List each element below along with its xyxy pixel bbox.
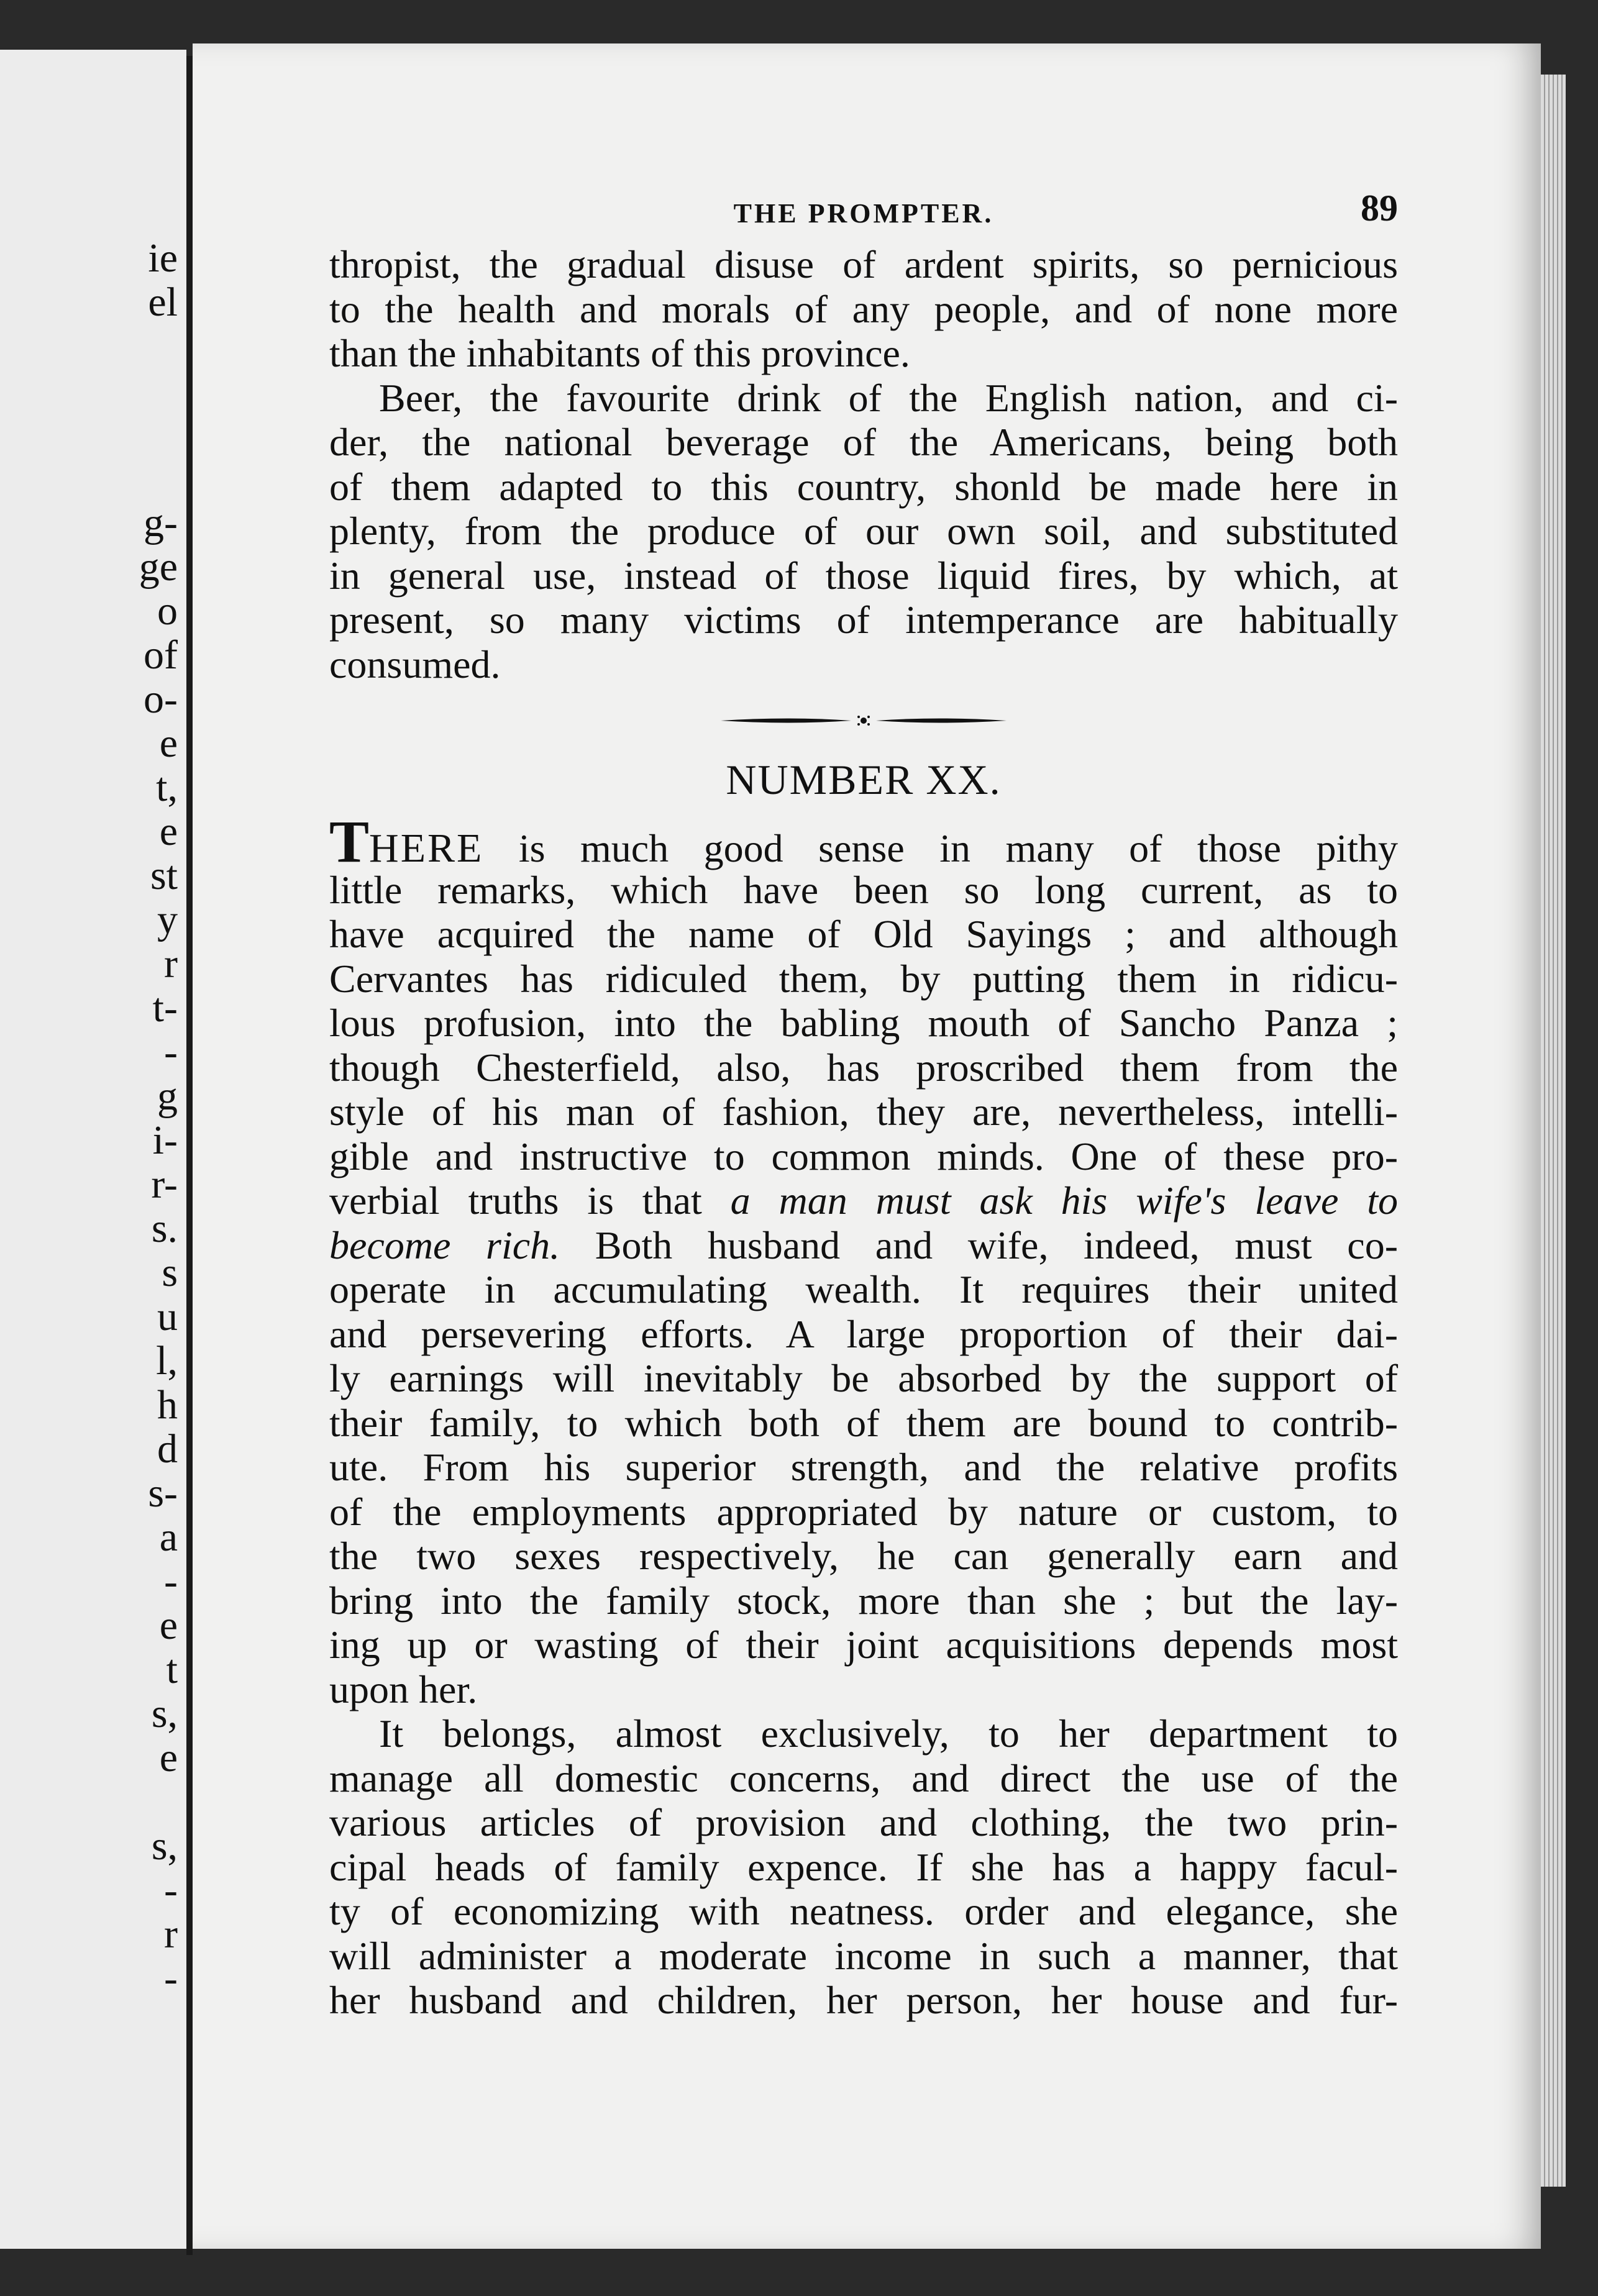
left-page-fragment: e	[159, 809, 178, 854]
left-page-fragment: -	[164, 1029, 178, 1075]
left-page-fragment: r	[164, 1911, 178, 1957]
left-page-strip	[0, 50, 186, 2249]
text-line: style of his man of fashion, they are, nevertheless, intelli-	[329, 1090, 1398, 1134]
first-line-rest: is much good sense in many of those pithy	[518, 826, 1399, 870]
left-page-fragment	[128, 457, 178, 501]
left-page-fragment: u	[157, 1294, 178, 1339]
text-line: ly earnings will inevitably be absorbed by the support of	[329, 1356, 1398, 1400]
left-page-fragment: -	[164, 1956, 178, 2001]
left-page-fragment: el	[148, 280, 178, 325]
paragraph-3	[329, 808, 1399, 1711]
left-page-fragment: ge	[139, 544, 178, 590]
left-page-fragment: e	[159, 721, 178, 766]
text-line: their family, to which both of them are bound to contrib-	[329, 1400, 1398, 1445]
text-line: upon her.	[329, 1667, 478, 1711]
left-page-fragment: d	[157, 1426, 178, 1472]
left-page-fragment: r-	[151, 1162, 178, 1207]
text-line: ing up or wasting of their joint acquisitions depends most	[329, 1623, 1398, 1667]
text-line: consumed.	[329, 642, 501, 686]
left-page-fragment: g	[157, 1073, 178, 1119]
section-title: NUMBER XX.	[726, 756, 1002, 803]
paragraph-3-first-line	[329, 808, 1399, 875]
left-page-fragment	[128, 412, 178, 457]
text-line: manage all domestic concerns, and direct the use of the	[329, 1756, 1398, 1800]
paragraph-1	[329, 242, 1398, 376]
text-line: the two sexes respectively, he can generally earn and	[329, 1534, 1398, 1578]
text-line: her husband and children, her person, her house and fur-	[329, 1978, 1398, 2022]
text-line: Cervantes has ridiculed them, by putting them in ridicu-	[329, 956, 1398, 1001]
left-page-fragment: s.	[151, 1206, 178, 1251]
text-line: It belongs, almost exclusively, to her department to	[379, 1711, 1398, 1756]
text-line: thropist, the gradual disuse of ardent spirits, so pernicious	[329, 242, 1398, 286]
text-line: have acquired the name of Old Sayings ; and although	[329, 912, 1398, 956]
italic-proverb-part-1: a man must ask his wife's leave to	[730, 1178, 1399, 1223]
left-page-fragment: h	[157, 1382, 178, 1428]
text-line: will administer a moderate income in such a manner, that	[329, 1933, 1398, 1978]
text-line: ute. From his superior strength, and the relative profits	[329, 1445, 1398, 1489]
left-page-fragment: s,	[151, 1823, 178, 1869]
text-line: though Chesterfield, also, has proscribed them from the	[329, 1045, 1398, 1090]
left-page-fragment: e	[159, 1603, 178, 1648]
page-number: 89	[1361, 188, 1398, 229]
first-word-rest: HERE	[369, 826, 484, 871]
left-page-fragment: of	[144, 632, 178, 678]
section-ornament	[329, 693, 1398, 749]
text-line: plenty, from the produce of our own soil, and substituted	[329, 509, 1398, 553]
gutter-line	[186, 56, 193, 2255]
page-edge	[1541, 75, 1566, 2187]
drop-cap: T	[329, 808, 370, 875]
left-page-fragment: s,	[151, 1691, 178, 1736]
left-page-fragment: t	[166, 1647, 178, 1692]
italic-proverb-part-2: become rich.	[329, 1223, 560, 1267]
paragraph-4	[329, 1711, 1398, 2023]
text-line: to the health and morals of any people, and of none more	[329, 286, 1398, 331]
text-line: in general use, instead of those liquid fires, by which, at	[329, 553, 1398, 598]
italic-line-2	[329, 1223, 1398, 1268]
text-line: bring into the family stock, more than she ; but the lay-	[329, 1578, 1398, 1623]
left-page-fragment: t,	[156, 765, 178, 810]
text-line: than the inhabitants of this province.	[329, 331, 910, 375]
text-line: cipal heads of family expence. If she has a happy facul-	[329, 1844, 1398, 1889]
after-italic: Both husband and wife, indeed, must co-	[595, 1223, 1399, 1267]
left-page-fragment: a	[159, 1515, 178, 1560]
text-line: present, so many victims of intemperance are habitually	[329, 598, 1398, 642]
left-page-fragment: s	[162, 1250, 178, 1295]
text-line: of the employments appropriated by nature or custom, to	[329, 1489, 1398, 1534]
text-line: Beer, the favourite drink of the English nation, and ci-	[379, 375, 1398, 420]
text-line: of them adapted to this country, shonld be made here in	[329, 464, 1398, 509]
left-page-fragment: g-	[144, 500, 178, 545]
left-page-fragment: i-	[152, 1118, 178, 1163]
left-page-fragment: l,	[156, 1338, 178, 1383]
left-page-fragment	[128, 1780, 178, 1824]
text-line: various articles of provision and clothing, the two prin-	[329, 1800, 1398, 1844]
page-header	[329, 186, 1398, 242]
running-head: THE PROMPTER.	[733, 198, 994, 229]
left-page-fragment: o-	[144, 676, 178, 722]
text-line: and persevering efforts. A large proportion of their dai-	[329, 1311, 1398, 1356]
paragraph-2	[329, 376, 1398, 687]
text-line: little remarks, which have been so long current, as to	[329, 867, 1398, 912]
left-page-fragment: st	[150, 853, 178, 898]
left-page-fragment: e	[159, 1735, 178, 1780]
italic-line-start: verbial truths is that	[329, 1178, 702, 1223]
left-page-fragment: ie	[148, 235, 178, 281]
left-page-fragment	[128, 368, 178, 412]
text-line: lous profusion, into the babling mouth of Sancho Panza ;	[329, 1001, 1398, 1045]
text-line: der, the national beverage of the Americans, being both	[329, 420, 1398, 464]
text-line: ty of economizing with neatness. order and elegance, she	[329, 1889, 1398, 1933]
left-page-fragment: o	[157, 588, 178, 634]
left-page-fragment: -	[164, 1559, 178, 1604]
paragraph-3-lines	[329, 868, 1398, 1179]
text-line: operate in accumulating wealth. It requires their united	[329, 1267, 1398, 1311]
paragraph-3-lines-after	[329, 1267, 1398, 1711]
left-page-fragment: y	[157, 897, 178, 942]
italic-line-1	[329, 1178, 1398, 1223]
left-page-fragment: s-	[148, 1470, 178, 1516]
ornament-rule-icon	[715, 711, 1013, 730]
left-page-fragments	[128, 236, 178, 2000]
left-page-fragment: -	[164, 1867, 178, 1913]
left-page-fragment: t-	[152, 985, 178, 1031]
left-page-fragment: r	[164, 941, 178, 986]
text-block	[329, 186, 1398, 2023]
left-page-fragment	[128, 324, 178, 368]
text-line: gible and instructive to common minds. One of these pro-	[329, 1134, 1398, 1178]
